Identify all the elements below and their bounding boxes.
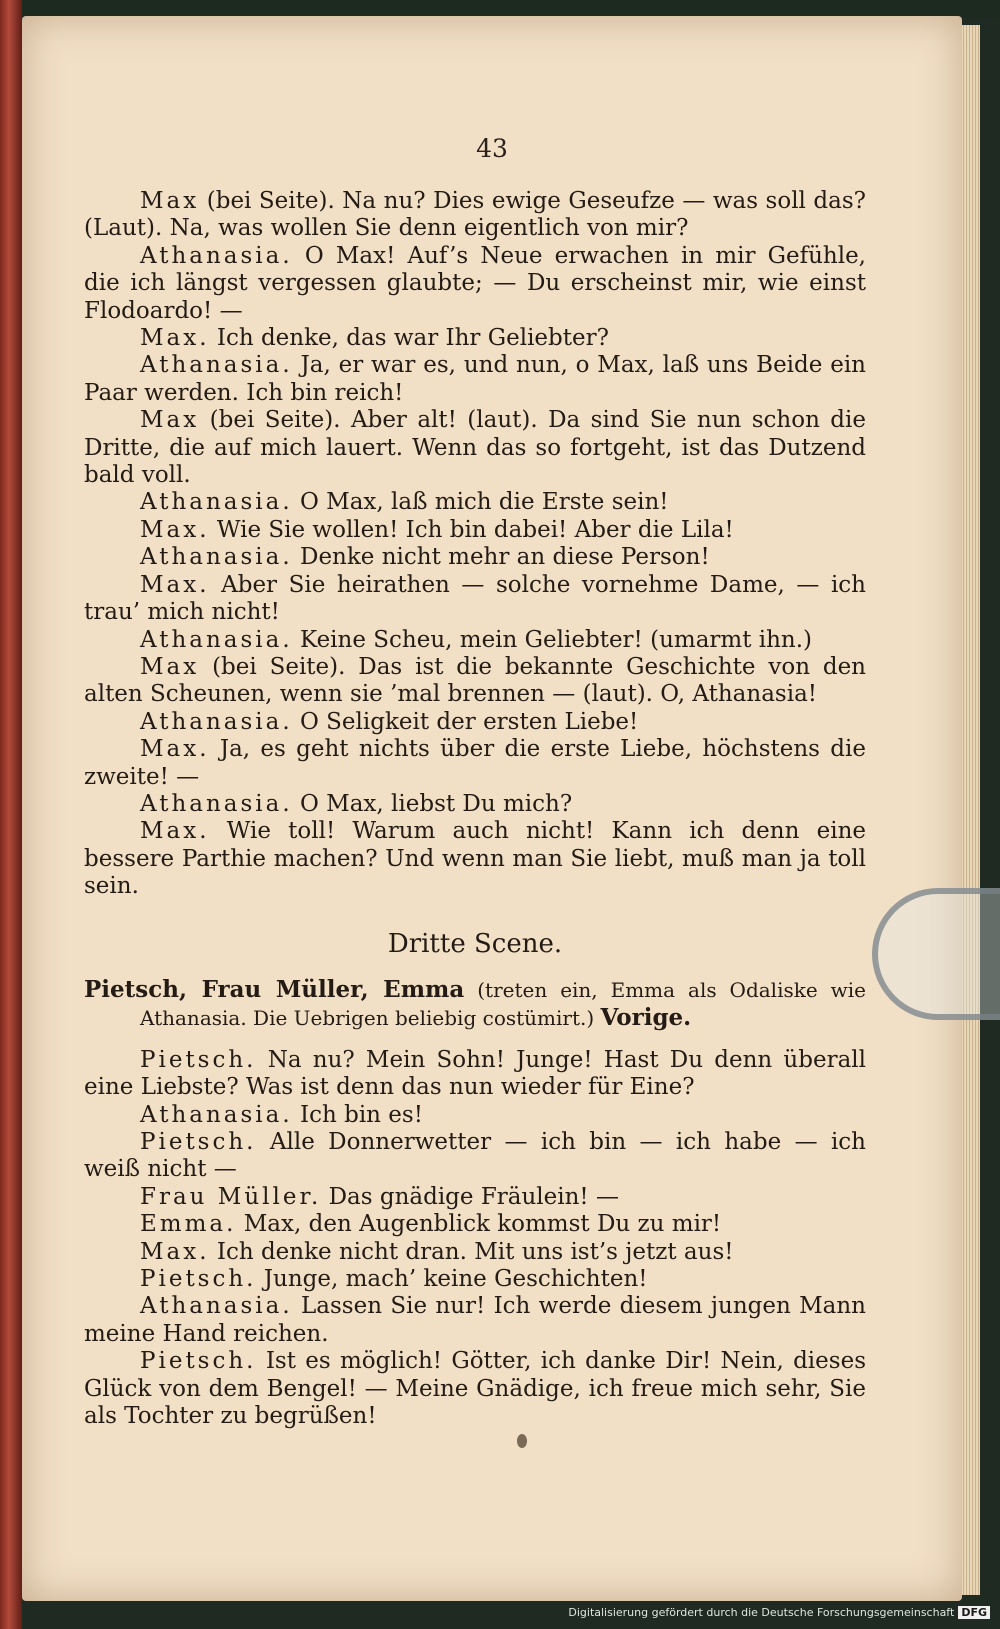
dialogue-line [84, 709, 866, 736]
line-text: Ist es möglich! Götter, ich danke Dir! Nein, dieses Glück von dem Bengel! — Meine Gnädige, ich freue mich sehr, Sie als Tochter zu begrüßen! [84, 1348, 866, 1430]
line-text: (bei Seite). Na nu? Dies ewige Geseufze — was soll das? (Laut). Na, was wollen Sie denn eigentlich von mir? [84, 188, 866, 242]
line-text: Junge, mach’ keine Geschichten! [256, 1266, 648, 1293]
speaker-name: Pietsch. [140, 1266, 257, 1293]
speaker-name: Max. [140, 325, 210, 352]
speaker-name: Pietsch. [140, 1046, 257, 1073]
page-body [84, 188, 866, 1430]
line-text: O Seligkeit der ersten Liebe! [292, 708, 639, 735]
dialogue-line [84, 791, 866, 818]
line-text: Wie Sie wollen! Ich bin dabei! Aber die Lila! [209, 516, 734, 543]
line-text: Das gnädige Fräulein! — [321, 1183, 619, 1210]
line-text: O Max! Auf’s Neue erwachen in mir Gefühle, die ich längst vergessen glaubte; — Du erscheinst mir, wie einst Flodoardo! — [84, 242, 866, 324]
dialogue-line [84, 1184, 866, 1211]
speaker-name: Max. [140, 818, 210, 845]
dialogue-line [84, 1211, 866, 1238]
dialogue-line [84, 243, 866, 325]
speaker-name: Pietsch. [140, 1348, 257, 1375]
line-text: Ich denke, das war Ihr Geliebter? [209, 325, 609, 352]
dialogue-line [84, 407, 866, 489]
line-text: (bei Seite). Das ist die bekannte Geschichte von den alten Scheunen, wenn sie ’mal brennen — (laut). O, Athanasia! [84, 653, 866, 708]
speaker-name: Athanasia. [140, 544, 293, 571]
dialogue-block-2 [84, 1047, 866, 1431]
dialogue-block-1 [84, 188, 866, 901]
speaker-name: Athanasia. [140, 489, 293, 516]
speaker-name: Max. [140, 516, 210, 543]
speaker-name: Max [140, 188, 200, 214]
speaker-name: Athanasia. [140, 1293, 293, 1320]
line-text: O Max, laß mich die Erste sein! [292, 489, 669, 516]
scene-title: Dritte Scene. [387, 928, 563, 959]
line-text: Aber Sie heirathen — solche vornehme Dame, — ich trau’ mich nicht! [84, 571, 866, 626]
speaker-name: Max. [140, 1238, 210, 1265]
line-text: Wie toll! Warum auch nicht! Kann ich denn eine bessere Parthie machen? Und wenn man Sie liebt, muß man ja toll sein. [84, 818, 866, 900]
line-text: Na nu? Mein Sohn! Junge! Hast Du denn überall eine Liebste? Was ist denn das nun wieder für Eine? [84, 1046, 866, 1101]
line-text: Lassen Sie nur! Ich werde diesem jungen Mann meine Hand reichen. [84, 1293, 866, 1347]
dialogue-line [84, 1102, 866, 1129]
dialogue-line [84, 325, 866, 352]
line-text: O Max, liebst Du mich? [292, 790, 573, 817]
line-text: Ja, es geht nichts über die erste Liebe, höchstens die zweite! — [84, 736, 866, 790]
entering-characters: Pietsch, Frau Müller, Emma [84, 975, 465, 1003]
page-clip [872, 888, 1000, 1020]
speaker-name: Pietsch. [140, 1129, 257, 1155]
dialogue-line [84, 1293, 866, 1348]
line-text: Ja, er war es, und nun, o Max, laß uns Beide ein Paar werden. Ich bin reich! [84, 352, 866, 406]
dialogue-line [84, 489, 866, 516]
speaker-name: Frau Müller. [140, 1183, 322, 1210]
previous-characters: Vorige. [600, 1004, 692, 1032]
dialogue-line [84, 1129, 866, 1184]
speaker-name: Athanasia. [140, 790, 293, 817]
dialogue-line [84, 517, 866, 544]
digitization-footer [560, 1606, 990, 1626]
dfg-logo: DFG [958, 1606, 990, 1619]
dialogue-line [84, 352, 866, 407]
dialogue-line [84, 544, 866, 571]
footer-text: Digitalisierung gefördert durch die Deutsche Forschungsgemeinschaft [568, 1606, 955, 1619]
page-number: 43 [476, 134, 508, 163]
speaker-name: Max. [140, 571, 210, 598]
dialogue-line [84, 1266, 866, 1293]
speaker-name: Athanasia. [140, 1101, 293, 1128]
speaker-name: Max [140, 653, 200, 680]
speaker-name: Athanasia. [140, 626, 293, 653]
book-page [22, 16, 962, 1601]
line-text: Ich denke nicht dran. Mit uns ist’s jetzt aus! [209, 1238, 734, 1265]
line-text: Alle Donnerwetter — ich bin — ich habe — ich weiß nicht — [84, 1129, 866, 1183]
dramatis-personae [84, 976, 866, 1033]
speaker-name: Max. [140, 736, 210, 763]
stage-direction: (treten ein, Emma als Odaliske wie Athanasia. Die Uebrigen beliebig costümirt.) [140, 977, 866, 1031]
line-text: Denke nicht mehr an diese Person! [292, 544, 710, 571]
line-text: Max, den Augenblick kommst Du zu mir! [236, 1211, 722, 1238]
page-ornament [517, 1434, 527, 1448]
line-text: Keine Scheu, mein Geliebter! (umarmt ihn.) [292, 626, 813, 653]
dialogue-line [84, 188, 866, 243]
dialogue-line [84, 572, 866, 627]
speaker-name: Athanasia. [140, 708, 293, 735]
speaker-name: Athanasia. [140, 242, 293, 269]
speaker-name: Athanasia. [140, 352, 293, 379]
speaker-name: Max [140, 407, 200, 434]
dialogue-line [84, 654, 866, 709]
dialogue-line [84, 1047, 866, 1102]
line-text: Ich bin es! [292, 1101, 423, 1128]
dialogue-line [84, 818, 866, 900]
book-spine [0, 0, 22, 1629]
line-text: (bei Seite). Aber alt! (laut). Da sind Sie nun schon die Dritte, die auf mich lauert. Wenn das so fortgeht, ist das Dutzend bald voll. [84, 407, 866, 489]
dialogue-line [84, 1239, 866, 1266]
speaker-name: Emma. [140, 1211, 237, 1238]
dialogue-line [84, 736, 866, 791]
dialogue-line [84, 627, 866, 654]
dialogue-line [84, 1348, 866, 1430]
